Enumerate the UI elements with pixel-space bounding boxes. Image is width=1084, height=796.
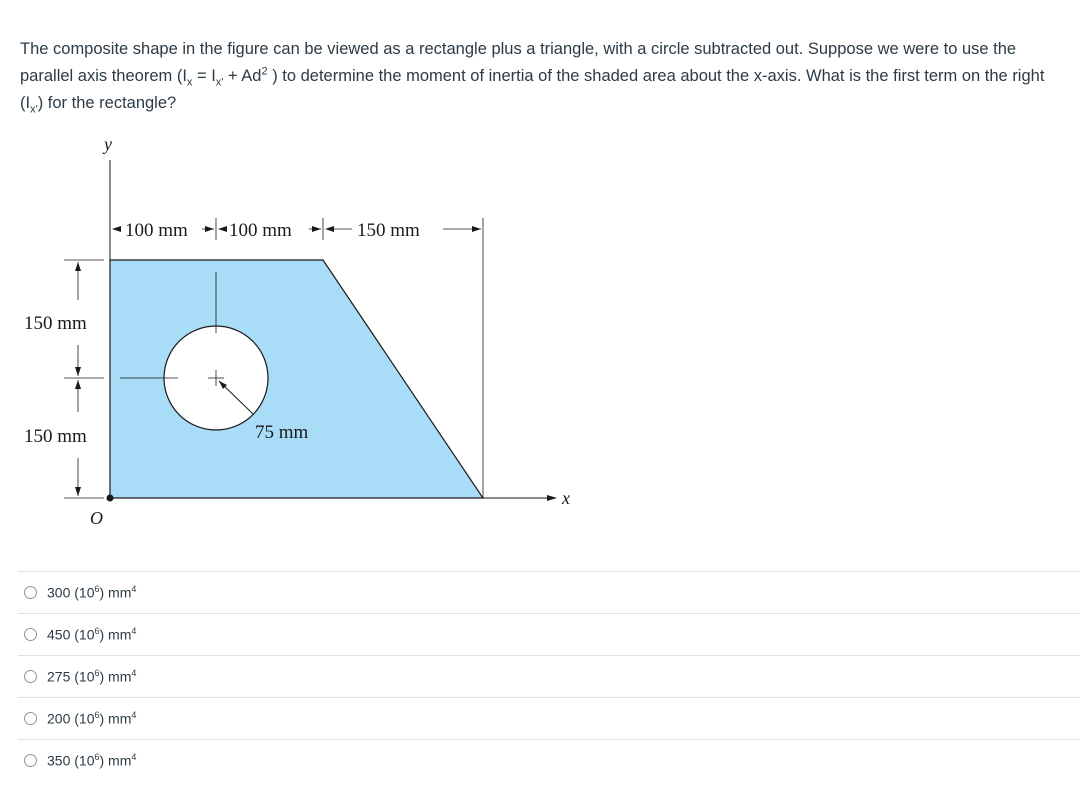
y-axis-label: y bbox=[104, 134, 112, 154]
question-part: The composite shape in the figure can be viewed as a rectangle plus a triangle, with a circle subtracted out. Suppose we were to use the parallel axis theorem (I bbox=[20, 40, 1017, 85]
radius-label: 75 mm bbox=[255, 422, 309, 443]
dimension-label: 100 mm bbox=[229, 220, 292, 241]
dimension-label: 150 mm bbox=[24, 313, 87, 334]
answer-text: 350 $(10^6)$ $mm^4$ bbox=[47, 752, 137, 769]
question-part: + Ad bbox=[223, 67, 262, 85]
origin-label: O bbox=[90, 508, 103, 528]
dimension-label: 100 mm bbox=[125, 220, 188, 241]
origin-point bbox=[107, 495, 114, 502]
answer-option[interactable] bbox=[18, 697, 1080, 739]
dimension-label: 150 mm bbox=[24, 426, 87, 447]
answer-text: 300 $(10^6)$ $mm^4$ bbox=[47, 584, 137, 601]
answer-option[interactable] bbox=[18, 739, 1080, 781]
question-part: ) to determine the moment of inertia of the shaded area about the x-axis. What is the first term on the right (I bbox=[20, 67, 1045, 112]
answer-list bbox=[18, 571, 1080, 781]
x-axis-label: x bbox=[562, 488, 570, 508]
question-subscript: x' bbox=[30, 103, 38, 116]
answer-option[interactable] bbox=[18, 571, 1080, 613]
answer-text: 200 $(10^6)$ $mm^4$ bbox=[47, 710, 137, 727]
answer-text: 450 $(10^6)$ $mm^4$ bbox=[47, 626, 137, 643]
question-subscript: x bbox=[186, 76, 193, 89]
dimension-label: 150 mm bbox=[357, 220, 420, 241]
answer-text: 275 $(10^6)$ $mm^4$ bbox=[47, 668, 137, 685]
radio-button[interactable] bbox=[24, 712, 37, 725]
composite-shape-figure bbox=[0, 130, 620, 540]
question-superscript: 2 bbox=[261, 65, 268, 78]
radio-button[interactable] bbox=[24, 628, 37, 641]
question-part: = I bbox=[192, 67, 216, 85]
radio-button[interactable] bbox=[24, 670, 37, 683]
question-text bbox=[20, 36, 1070, 117]
answer-option[interactable] bbox=[18, 613, 1080, 655]
question-part: ) for the rectangle? bbox=[37, 94, 177, 112]
answer-option[interactable] bbox=[18, 655, 1080, 697]
question-subscript: x' bbox=[215, 76, 224, 89]
radio-button[interactable] bbox=[24, 586, 37, 599]
radio-button[interactable] bbox=[24, 754, 37, 767]
